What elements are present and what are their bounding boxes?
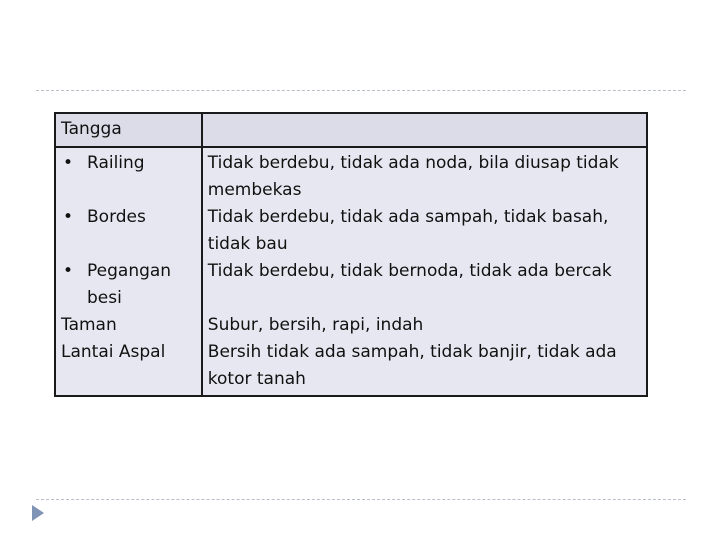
header-cell-right	[202, 113, 647, 147]
table-row	[55, 147, 647, 396]
table-header-row	[55, 113, 647, 147]
row-spacer	[208, 285, 641, 312]
header-cell-left: Tangga	[55, 113, 202, 147]
list-item-pegangan-besi	[61, 258, 196, 312]
row-spacer	[61, 231, 196, 258]
top-divider	[36, 90, 686, 91]
item-label: Railing	[87, 153, 145, 173]
criteria-railing: Tidak berdebu, tidak ada noda, bila diusap tidak membekas	[207, 153, 619, 200]
list-item-lantai-aspal: Lantai Aspal	[61, 342, 166, 362]
item-label: Bordes	[87, 207, 146, 227]
bottom-divider	[36, 499, 686, 500]
bullet-icon: •	[63, 153, 74, 173]
criteria-bordes: Tidak berdebu, tidak ada sampah, tidak basah, tidak bau	[207, 207, 609, 254]
bullet-icon: •	[63, 261, 74, 281]
cleanliness-table	[54, 112, 648, 397]
list-item-railing	[61, 150, 196, 177]
list-item-bordes	[61, 204, 196, 231]
criteria-pegangan-besi: Tidak berdebu, tidak bernoda, tidak ada bercak	[207, 261, 612, 281]
criteria-column	[202, 147, 647, 396]
triangle-right-icon[interactable]	[32, 505, 44, 521]
bullet-icon: •	[63, 207, 74, 227]
items-column	[55, 147, 202, 396]
criteria-taman: Subur, bersih, rapi, indah	[207, 315, 424, 335]
list-item-taman: Taman	[61, 315, 117, 335]
row-spacer	[61, 177, 196, 204]
item-label: Pegangan besi	[87, 261, 172, 308]
criteria-lantai-aspal: Bersih tidak ada sampah, tidak banjir, tidak ada kotor tanah	[207, 342, 617, 389]
